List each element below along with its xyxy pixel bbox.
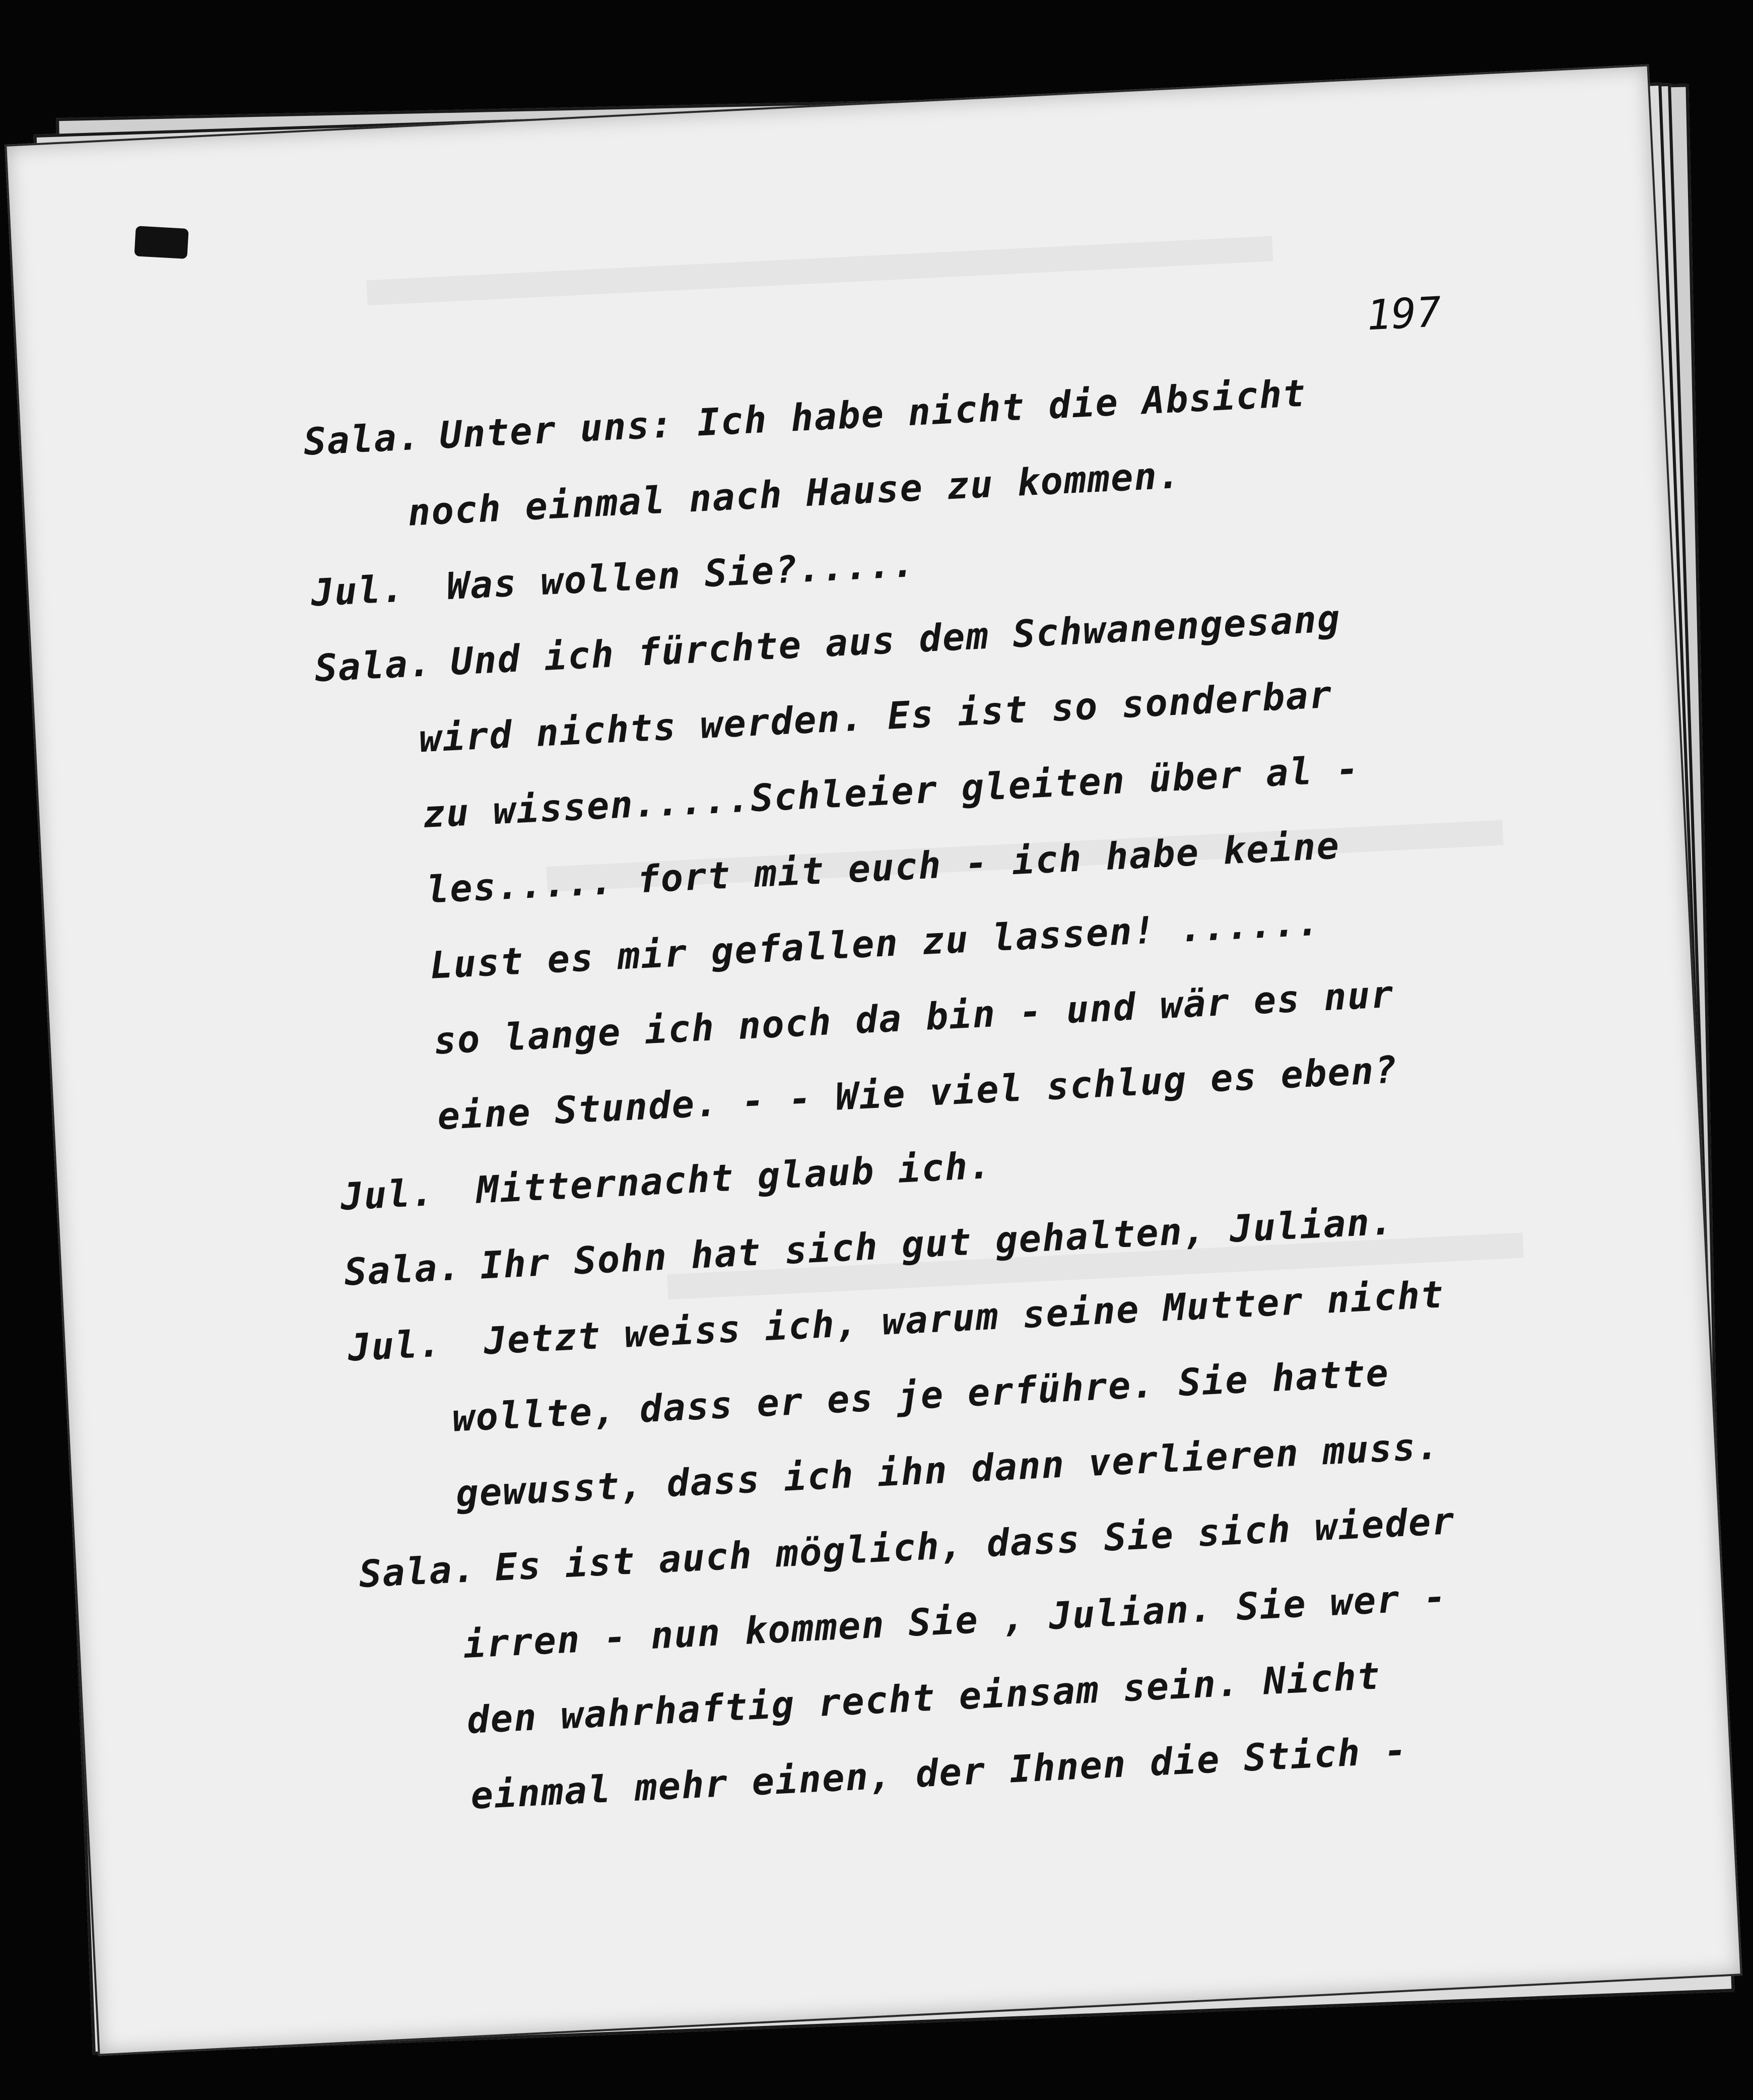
line-text: einmal mehr einen, der Ihnen die Stich - bbox=[469, 1728, 1409, 1818]
line-text: Es ist auch möglich, dass Sie sich wieder bbox=[494, 1499, 1456, 1590]
speaker-label: Sala. bbox=[313, 641, 433, 691]
line-text: so lange ich noch da bin - und wär es nur bbox=[433, 972, 1395, 1063]
dialogue-text bbox=[302, 341, 1680, 1839]
line-text: Lust es mir gefallen zu lassen! ...... bbox=[429, 900, 1321, 988]
show-through-smudge bbox=[366, 236, 1273, 305]
line-text: les..... fort mit euch - ich habe keine bbox=[425, 824, 1341, 912]
speaker-label: Sala. bbox=[343, 1245, 462, 1294]
page-number: 197 bbox=[1365, 288, 1443, 340]
line-text: Was wollen Sie?..... bbox=[445, 542, 917, 609]
line-text: Unter uns: Ich habe nicht die Absicht bbox=[438, 371, 1307, 457]
speaker-label: Jul. bbox=[310, 567, 406, 615]
punch-hole-mark bbox=[134, 226, 188, 259]
line-text: wollte, dass er es je erführe. Sie hatte bbox=[451, 1351, 1390, 1440]
typescript-page bbox=[5, 64, 1742, 2056]
speaker-label: Jul. bbox=[347, 1322, 443, 1370]
line-text: eine Stunde. - - Wie viel schlug es eben? bbox=[436, 1048, 1399, 1139]
line-text: noch einmal nach Hause zu kommen. bbox=[407, 453, 1182, 535]
line-text: Mitternacht glaub ich. bbox=[475, 1143, 993, 1212]
line-text: zu wissen.....Schleier gleiten über al - bbox=[422, 747, 1361, 837]
speaker-label: Sala. bbox=[358, 1547, 478, 1597]
line-text: Jetzt weiss ich, warum seine Mutter nicht bbox=[483, 1273, 1445, 1363]
line-text: irren - nun kommen Sie , Julian. Sie wer - bbox=[462, 1575, 1448, 1667]
line-text: den wahrhaftig recht einsam sein. Nicht bbox=[465, 1654, 1382, 1742]
line-text: gewusst, dass ich ihn dann verlieren muss. bbox=[454, 1424, 1441, 1516]
speaker-label: Jul. bbox=[339, 1170, 436, 1219]
line-text: Ihr Sohn hat sich gut gehalten, Julian. bbox=[479, 1200, 1395, 1288]
line-text: Und ich fürchte aus dem Schwanengesang bbox=[449, 597, 1342, 684]
line-text: wird nichts werden. Es ist so sonderbar bbox=[418, 673, 1334, 761]
speaker-label: Sala. bbox=[302, 415, 422, 464]
